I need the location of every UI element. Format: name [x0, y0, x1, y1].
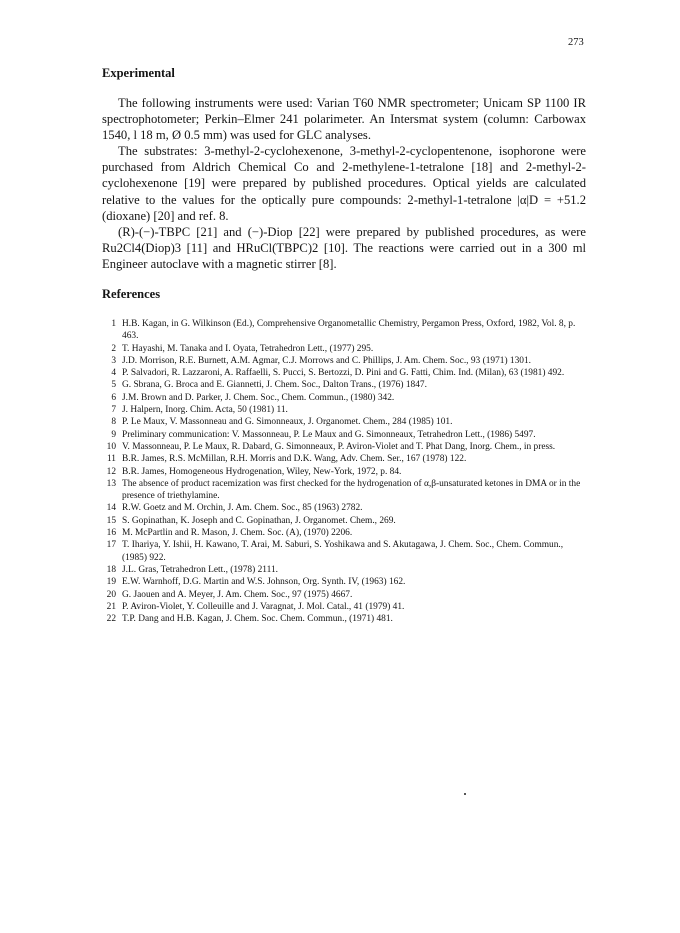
reference-item [100, 564, 588, 576]
reference-text: J.L. Gras, Tetrahedron Lett., (1978) 2111. [122, 564, 278, 575]
reference-item [100, 355, 588, 367]
reference-item [100, 453, 588, 465]
reference-item [100, 515, 588, 527]
reference-text: H.B. Kagan, in G. Wilkinson (Ed.), Comprehensive Organometallic Chemistry, Pergamon Press, Oxford, 1982, Vol. 8, p. 463. [122, 319, 576, 342]
reference-text: P. Le Maux, V. Massonneau and G. Simonneaux, J. Organomet. Chem., 284 (1985) 101. [122, 417, 453, 428]
reference-text: G. Jaouen and A. Meyer, J. Am. Chem. Soc., 97 (1975) 4667. [122, 589, 353, 600]
reference-number: 16 [106, 528, 116, 539]
reference-text: E.W. Warnhoff, D.G. Martin and W.S. Johnson, Org. Synth. IV, (1963) 162. [122, 577, 406, 588]
reference-text: S. Gopinathan, K. Joseph and C. Gopinathan, J. Organomet. Chem., 269. [122, 515, 396, 526]
references-heading: References [102, 287, 161, 301]
reference-number: 21 [106, 601, 116, 612]
reference-item [100, 539, 588, 564]
reference-number: 7 [111, 405, 116, 416]
reference-number: 10 [106, 441, 116, 452]
reference-text: T.P. Dang and H.B. Kagan, J. Chem. Soc. Chem. Commun., (1971) 481. [122, 614, 393, 625]
reference-text: G. Sbrana, G. Broca and E. Giannetti, J. Chem. Soc., Dalton Trans., (1976) 1847. [122, 380, 427, 391]
experimental-paragraph-catalysts: (R)-(−)-TBPC [21] and (−)-Diop [22] were prepared by published procedures, as were Ru2Cl4(Diop)3 [11] and HRuCl(TBPC)2 [10]. The reactions were carried out in a 300 ml Engineer autoclave with a magnetic stirrer [8]. [102, 224, 586, 271]
reference-text: R.W. Goetz and M. Orchin, J. Am. Chem. Soc., 85 (1963) 2782. [122, 503, 363, 514]
reference-item [100, 416, 588, 428]
reference-text: P. Aviron-Violet, Y. Colleuille and J. Varagnat, J. Mol. Catal., 41 (1979) 41. [122, 601, 405, 612]
reference-item [100, 404, 588, 416]
reference-text: Preliminary communication: V. Massonneau, P. Le Maux and G. Simonneaux, Tetrahedron Lett., (1986) 5497. [122, 429, 536, 440]
reference-number: 5 [111, 380, 116, 391]
reference-item [100, 601, 588, 613]
reference-number: 11 [106, 454, 116, 465]
reference-number: 1 [111, 319, 116, 329]
reference-text: P. Salvadori, R. Lazzaroni, A. Raffaelli, S. Pucci, S. Bertozzi, D. Pini and G. Fatti, Chim. Ind. (Milan), 63 (1981) 492. [122, 368, 565, 379]
reference-text: B.R. James, R.S. McMillan, R.H. Morris and D.K. Wang, Adv. Chem. Ser., 167 (1978) 122. [122, 454, 467, 465]
reference-item [100, 502, 588, 514]
reference-item [100, 367, 588, 379]
reference-text: J.D. Morrison, R.E. Burnett, A.M. Agmar, C.J. Morrows and C. Phillips, J. Am. Chem. Soc., 93 (1971) 1301. [122, 355, 532, 366]
reference-number: 18 [106, 564, 116, 575]
experimental-paragraph-instruments: The following instruments were used: Varian T60 NMR spectrometer; Unicam SP 1100 IR spectrophotometer; Perkin–Elmer 241 polarimeter. An Intersmat system (column: Carbowax 1540, l 18 m, Ø 0.5 mm) was used for GLC analyses. [102, 96, 586, 143]
experimental-paragraph-substrates: The substrates: 3-methyl-2-cyclohexenone, 3-methyl-2-cyclopentenone, isophorone were purchased from Aldrich Chemical Co and 2-methylene-1-tetralone [18] and 2-methyl-2-cyclohexenone [19] were prepared by published procedures. Optical yields are calculated relative to the values for the optically pure compounds: 2-methyl-1-tetralone |α|D = +51.2 (dioxane) [20] and ref. 8. [102, 144, 586, 223]
reference-text: J.M. Brown and D. Parker, J. Chem. Soc., Chem. Commun., (1980) 342. [122, 392, 395, 403]
reference-number: 6 [111, 392, 116, 403]
reference-item [100, 589, 588, 601]
reference-text: B.R. James, Homogeneous Hydrogenation, Wiley, New-York, 1972, p. 84. [122, 466, 402, 477]
reference-item [100, 613, 588, 625]
reference-item [100, 527, 588, 539]
page-number: 273 [568, 37, 584, 48]
reference-number: 4 [111, 368, 116, 379]
reference-text: T. Ihariya, Y. Ishii, H. Kawano, T. Arai, M. Saburi, S. Yoshikawa and S. Akutagawa, J. Chem. Soc., Chem. Commun., (1985) 922. [122, 540, 564, 563]
reference-number: 8 [111, 417, 116, 428]
reference-number: 19 [106, 577, 116, 588]
reference-item [100, 466, 588, 478]
reference-number: 9 [111, 429, 116, 440]
reference-item [100, 441, 588, 453]
reference-number: 12 [106, 466, 116, 477]
reference-number: 13 [106, 478, 116, 489]
reference-number: 22 [106, 614, 116, 625]
reference-text: J. Halpern, Inorg. Chim. Acta, 50 (1981) 11. [122, 405, 288, 416]
reference-item [100, 429, 588, 441]
reference-number: 17 [106, 540, 116, 551]
reference-item [100, 478, 588, 503]
reference-text: V. Massonneau, P. Le Maux, R. Dabard, G. Simonneaux, P. Aviron-Violet and T. Phat Dang, Inorg. Chem., in press. [122, 441, 556, 452]
reference-number: 15 [106, 515, 116, 526]
reference-item [100, 343, 588, 355]
reference-number: 20 [106, 589, 116, 600]
reference-text: T. Hayashi, M. Tanaka and I. Oyata, Tetrahedron Lett., (1977) 295. [122, 343, 374, 354]
reference-item [100, 379, 588, 391]
reference-number: 3 [111, 355, 116, 366]
reference-text: The absence of product racemization was first checked for the hydrogenation of α,β-unsaturated ketones in DMA or in the presence of triethylamine. [122, 478, 581, 502]
reference-item [100, 576, 588, 588]
reference-number: 2 [111, 343, 116, 354]
experimental-section [102, 95, 586, 272]
experimental-heading: Experimental [102, 66, 175, 80]
reference-text: M. McPartlin and R. Mason, J. Chem. Soc. (A), (1970) 2206. [122, 528, 353, 539]
reference-item [100, 318, 588, 343]
reference-number: 14 [106, 503, 116, 514]
references-list [100, 318, 588, 625]
stray-mark [464, 793, 466, 795]
reference-item [100, 392, 588, 404]
